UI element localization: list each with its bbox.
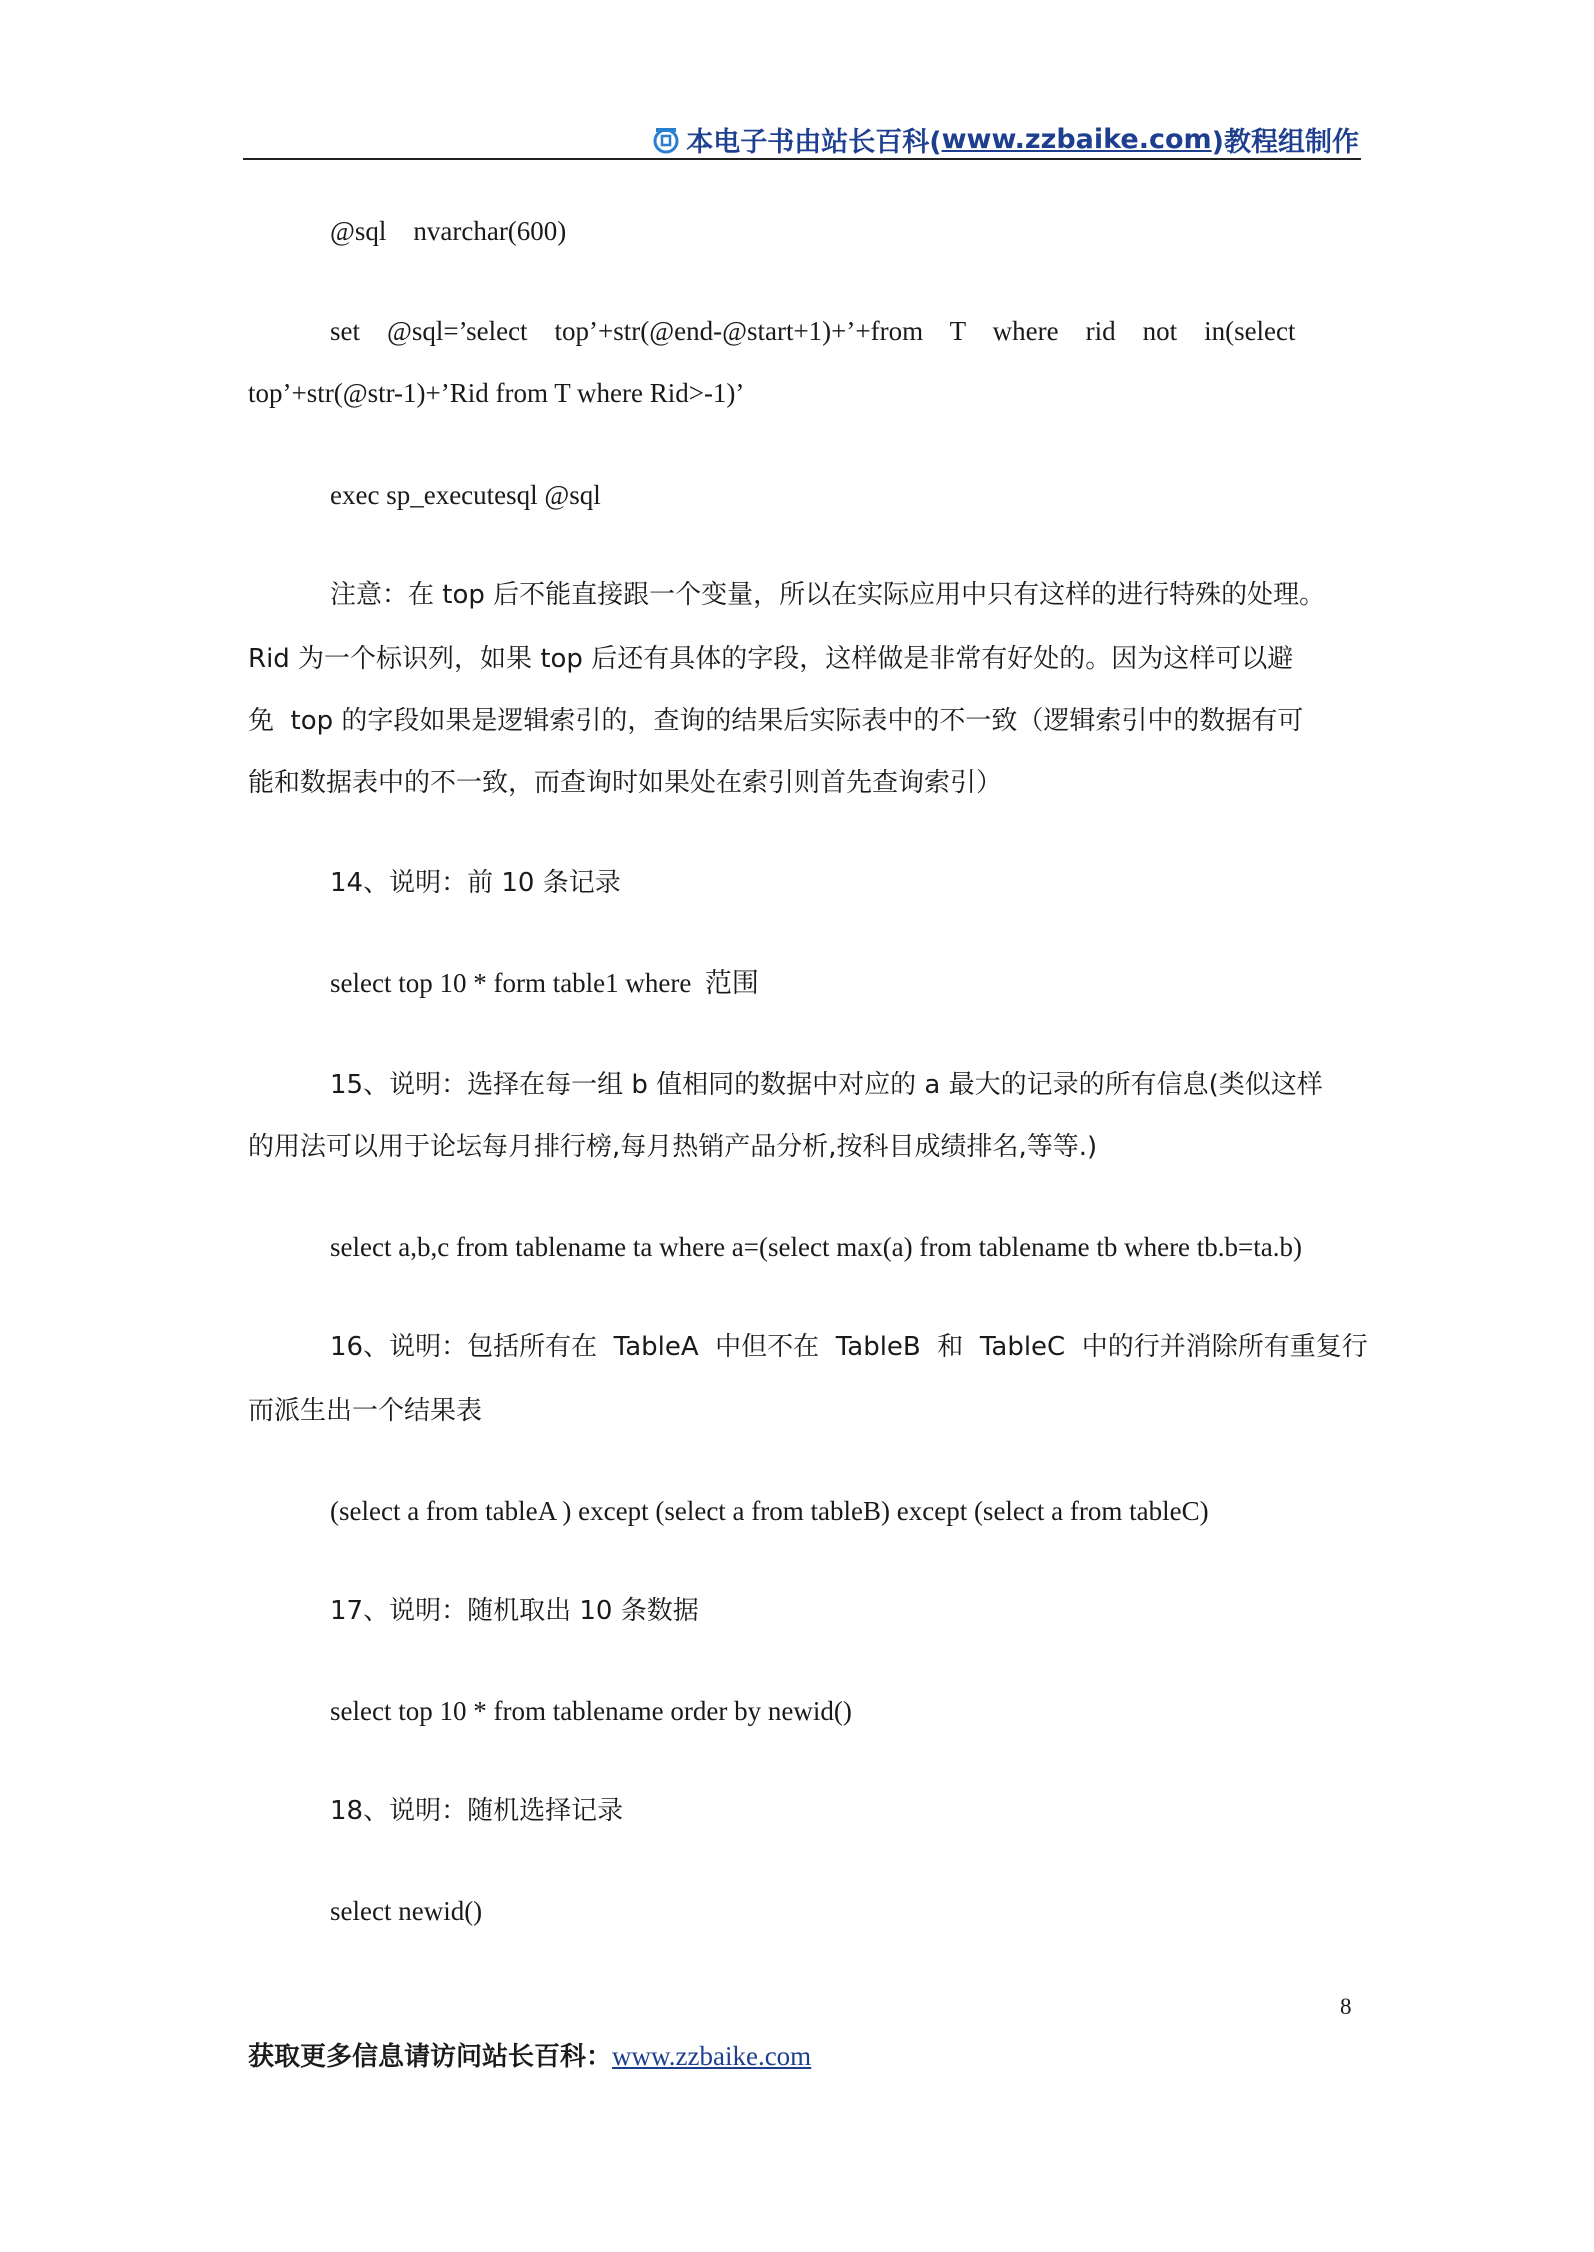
footer-text: 获取更多信息请访问站长百科： — [248, 2042, 613, 2072]
header-text-after: )教程组制作 — [1211, 127, 1359, 158]
section-heading: 14、说明：前 10 条记录 — [330, 868, 621, 898]
paragraph-line: 免 top 的字段如果是逻辑索引的，查询的结果后实际表中的不一致（逻辑索引中的数据有可 — [248, 706, 1304, 736]
section-heading: 18、说明：随机选择记录 — [330, 1796, 624, 1826]
code-line: select a,b,c from tablename ta where a=(select max(a) from tablename tb where tb.b=ta.b) — [330, 1232, 1302, 1262]
zzbaike-logo-icon — [652, 126, 680, 154]
code-line: set @sql=’select top’+str(@end-@start+1)+’+from T where rid not in(select — [330, 316, 1296, 346]
header-text-before: 本电子书由站长百科( — [686, 127, 942, 158]
code-line: (select a from tableA ) except (select a from tableB) except (select a from tableC) — [330, 1496, 1209, 1526]
section-heading: 16、说明：包括所有在 TableA 中但不在 TableB 和 TableC 中的行并消除所有重复行 — [330, 1332, 1368, 1362]
code-line: top’+str(@str-1)+’Rid from T where Rid>-1)’ — [248, 378, 745, 408]
header-link[interactable]: www.zzbaike.com — [941, 124, 1212, 155]
code-line: @sql nvarchar(600) — [330, 216, 567, 246]
paragraph-line: 而派生出一个结果表 — [248, 1396, 483, 1426]
code-line: select top 10 * from tablename order by newid() — [330, 1696, 852, 1726]
header-banner — [652, 120, 1359, 159]
code-line: select top 10 * form table1 where 范围 — [330, 968, 759, 998]
paragraph-line: Rid 为一个标识列，如果 top 后还有具体的字段，这样做是非常有好处的。因为这样可以避 — [248, 644, 1294, 674]
paragraph-line: 注意：在 top 后不能直接跟一个变量，所以在实际应用中只有这样的进行特殊的处理。 — [330, 580, 1326, 610]
paragraph-line: 能和数据表中的不一致，而查询时如果处在索引则首先查询索引） — [248, 768, 1003, 798]
page-header — [243, 116, 1361, 160]
code-line: exec sp_executesql @sql — [330, 480, 601, 510]
page-footer — [248, 2036, 811, 2073]
page-number: 8 — [1340, 1994, 1352, 2019]
footer-link[interactable]: www.zzbaike.com — [612, 2041, 812, 2071]
section-heading: 17、说明：随机取出 10 条数据 — [330, 1596, 699, 1626]
paragraph-line: 的用法可以用于论坛每月排行榜,每月热销产品分析,按科目成绩排名,等等.) — [248, 1132, 1098, 1162]
code-line: select newid() — [330, 1896, 483, 1926]
section-heading: 15、说明：选择在每一组 b 值相同的数据中对应的 a 最大的记录的所有信息(类似这样 — [330, 1070, 1323, 1100]
